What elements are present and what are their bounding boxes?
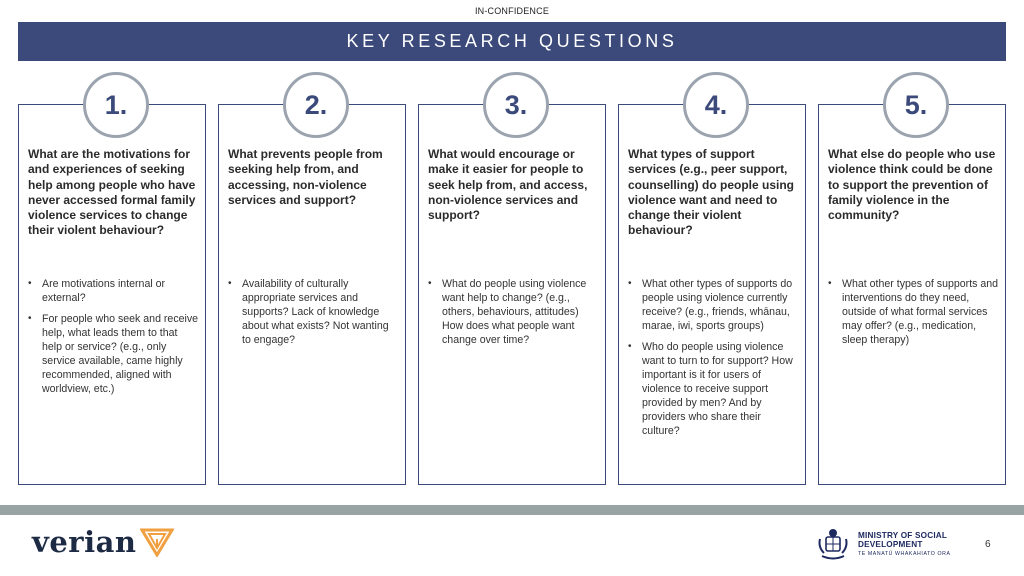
bullet-item: • Are motivations internal or external? — [28, 277, 200, 305]
column-number: 3. — [504, 89, 528, 120]
page-number: 6 — [985, 539, 991, 550]
question-text: What prevents people from seeking help from, and accessing, non-violence services and support? — [228, 147, 383, 207]
column-number: 5. — [904, 89, 928, 120]
msd-line-1: MINISTRY OF SOCIAL — [858, 530, 948, 540]
bullet-item: • Who do people using violence want to turn to for support? How important is it for users of violence to receive support provided by men? And by providers who share their culture? — [628, 340, 800, 438]
number-circle-1 — [83, 72, 149, 138]
bullet-list — [228, 277, 400, 354]
question-card-4 — [618, 104, 806, 485]
bullet-list — [828, 277, 1000, 354]
bullet-list — [428, 277, 600, 354]
column-number: 1. — [104, 89, 128, 120]
verian-logo — [32, 524, 174, 560]
page-title: KEY RESEARCH QUESTIONS — [346, 31, 678, 51]
question-card-2 — [218, 104, 406, 485]
bullet-list — [28, 277, 200, 403]
question-text: What are the motivations for and experiences of seeking help among people who have never accessed formal family violence services to change their violent behaviour? — [28, 147, 196, 238]
question-text: What would encourage or make it easier for people to seek help from, and access, non-violence services and support? — [428, 147, 588, 223]
msd-logo — [816, 527, 951, 561]
number-circle-4 — [683, 72, 749, 138]
question-card-1 — [18, 104, 206, 485]
classification-label: IN-CONFIDENCE — [474, 6, 550, 16]
verian-triangle-mark-icon — [140, 527, 174, 557]
bullet-item: • What other types of supports and interventions do they need, outside of what formal services may offer? (e.g., medication, sleep therapy) — [828, 277, 1000, 347]
verian-logo-text: verian — [32, 525, 137, 559]
nz-coat-of-arms-icon — [816, 527, 850, 561]
footer-band — [0, 505, 1024, 515]
bullet-item: • Availability of culturally appropriate services and supports? Lack of knowledge about what exists? Not wanting to engage? — [228, 277, 400, 347]
column-number: 2. — [304, 89, 328, 120]
bullet-item: • For people who seek and receive help, what leads them to that help or service? (e.g., only service available, came highly recommended, aligned with worldview, etc.) — [28, 312, 200, 396]
question-text: What else do people who use violence think could be done to support the prevention of family violence in the community? — [828, 147, 996, 223]
bullet-item: • What other types of supports do people using violence currently receive? (e.g., friends, whānau, marae, iwi, sports groups) — [628, 277, 800, 333]
column-number: 4. — [704, 89, 728, 120]
number-circle-3 — [483, 72, 549, 138]
msd-subtitle: TE MANATŪ WHAKAHIATO ORA — [858, 550, 951, 557]
bullet-list — [628, 277, 800, 445]
number-circle-5 — [883, 72, 949, 138]
title-bar — [18, 22, 1006, 61]
msd-line-2: DEVELOPMENT — [858, 540, 923, 549]
number-circle-2 — [283, 72, 349, 138]
question-card-5 — [818, 104, 1006, 485]
bullet-item: • What do people using violence want help to change? (e.g., others, behaviours, attitudes) How does what people want change over time? — [428, 277, 600, 347]
question-text: What types of support services (e.g., peer support, counselling) do people using violence want and need to change their violent behaviour? — [628, 147, 795, 238]
msd-logo-text — [858, 531, 951, 558]
question-card-3 — [418, 104, 606, 485]
